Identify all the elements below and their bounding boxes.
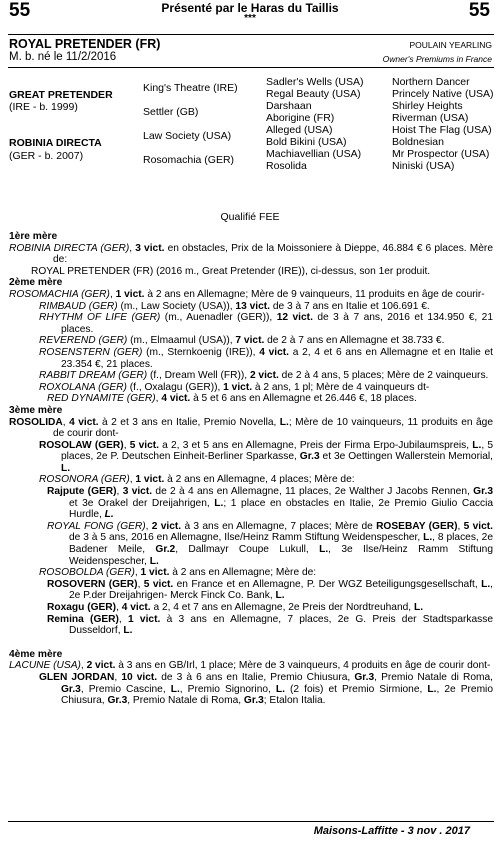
wins: 4 vict. — [259, 346, 289, 358]
horse-link: ROSOBOLDA (GER) — [39, 567, 135, 579]
stars-marker: *** — [244, 13, 256, 24]
produce-entry — [9, 393, 493, 405]
record-text: à 3 ans en GB/Irl, 1 place; Mère de 3 vainqueurs, 4 produits en âge de courir dont- — [115, 660, 491, 672]
gen2-4: Rosomachia (GER) — [143, 154, 235, 166]
listed: L. — [472, 439, 482, 451]
record-text: , Dallmayr Coupe Lukull, — [175, 544, 320, 556]
wins: 2 vict. — [249, 370, 279, 382]
lot-number-right: 55 — [468, 0, 490, 21]
wins: 3 vict. — [135, 242, 165, 254]
produce-record — [9, 231, 493, 707]
horse-link: RED DYNAMITE (GER) — [47, 393, 156, 405]
record-text: de 3 à 6 ans en Italie, Premio Chiusura, — [157, 671, 355, 683]
wins: 3 vict. — [122, 486, 153, 498]
lot-number-left: 55 — [9, 0, 31, 21]
section-title-2: 2ème mère — [9, 277, 63, 289]
sep: , — [116, 602, 122, 613]
gen3-4: Aborigine (FR) — [266, 112, 335, 124]
sep: , — [62, 416, 70, 428]
horse-link: ROYAL FONG (GER) — [47, 520, 146, 532]
listed: L. — [279, 416, 289, 428]
wins: 4 vict. — [69, 416, 99, 428]
record-text: (m., Law Society (USA)), — [117, 300, 236, 312]
first-dam-record — [9, 243, 493, 266]
sep: , — [145, 520, 152, 532]
produce-entry — [9, 614, 493, 637]
listed: L. — [214, 497, 224, 509]
group: Gr.3 — [354, 671, 375, 683]
record-text: en France et en Allemagne, P. Der WGZ Beteiligungsgesellschaft, — [173, 578, 482, 590]
bottom-rule — [8, 821, 494, 822]
produce-entry: ROYAL PRETENDER (FR) (2016 m., Great Pretender (IRE)), ci-dessus, son 1er produit. — [31, 265, 431, 277]
record-text: de 2 à 4 ans, 5 places; Mère de 2 vainqueurs. — [278, 370, 489, 382]
listed: L. — [123, 625, 133, 637]
group: Gr.3 — [473, 486, 493, 498]
record-text: (2 fois) et Premio Sirmione, — [284, 683, 428, 695]
horse-link: ROSENSTERN (GER) — [39, 346, 143, 358]
wins: 1 vict. — [140, 567, 170, 579]
pedigree-top-rule — [8, 67, 494, 68]
record-text: à 2 ans en Allemagne; Mère de 9 vainqueurs, 11 produits en âge de courir- — [144, 288, 485, 300]
horse-link: ROSONORA (GER) — [39, 474, 130, 486]
record-text: (m., Auenadler (GER)), — [160, 312, 277, 324]
record-text: à 3 ans en Allemagne, 7 places, 2e G. Preis der Stadtsparkasse Dusseldorf, — [69, 613, 493, 637]
gen4-1: Northern Dancer — [392, 76, 470, 88]
listed: L. — [481, 578, 491, 590]
record-text: , Premio Cascine, — [80, 683, 171, 695]
dam-name: ROSOLIDA — [9, 416, 63, 428]
produce-entry — [9, 672, 493, 707]
produce-entry — [9, 382, 493, 394]
horse-link: REVEREND (GER) — [39, 335, 128, 347]
horse-link: RABBIT DREAM (GER) — [39, 370, 148, 382]
gen3-6: Bold Bikini (USA) — [266, 136, 347, 148]
wins: 5 vict. — [143, 578, 174, 590]
horse-link: ROSEBAY (GER) — [376, 520, 458, 532]
listed: L. — [149, 555, 159, 567]
sep: , — [118, 613, 129, 625]
horse-link: ROXOLANA (GER) — [39, 381, 127, 393]
group: Gr.3 — [61, 683, 81, 695]
produce-entry — [9, 301, 493, 313]
premium-note: Owner's Premiums in France — [382, 54, 492, 64]
listed: L. — [427, 683, 437, 695]
record-text: à 2 ans en Allemagne; Mère de: — [169, 567, 317, 579]
record-text: , 2e P.der Dreijahrigen- Merck Finck Co. Bank, — [69, 578, 493, 602]
horse-link: Rajpute (GER) — [47, 486, 117, 498]
horse-link: Remina (GER) — [47, 613, 119, 625]
group: Gr.3 — [243, 695, 264, 707]
sep: , — [116, 486, 123, 498]
wins: 7 vict. — [235, 335, 265, 347]
produce-entry — [9, 567, 493, 579]
section-title-3: 3ème mère — [9, 404, 63, 416]
record-text: de 3 à 5 ans, 2016 en Allemagne, Ilse/Heinz Ramm Stiftung Weidenspescher, — [69, 532, 424, 544]
record-text: (m., Elmaamul (USA)), — [127, 335, 236, 347]
horse-link: GLEN JORDAN — [39, 671, 115, 683]
record-text: à 3 ans en Allemagne, 7 places; Mère de — [181, 520, 377, 532]
sep: , — [137, 578, 144, 590]
produce-entry — [9, 579, 493, 602]
listed: L. — [275, 683, 285, 695]
sep: , — [109, 288, 116, 300]
section-title-1: 1ère mère — [9, 231, 58, 242]
gen2-3: Law Society (USA) — [143, 130, 232, 142]
record-text: , 2e Premio Chiusura, — [61, 683, 493, 707]
listed: L. — [104, 509, 114, 521]
record-text: à 2 ans en Allemagne, 4 places; Mère de: — [164, 474, 355, 486]
produce-entry — [9, 312, 493, 335]
horse-category: POULAIN YEARLING — [409, 40, 492, 50]
gen4-3: Shirley Heights — [392, 100, 463, 112]
record-text: , 5 places, 2e P. Deutschen Einheit-Berliner Sparkasse, — [61, 439, 493, 463]
record-text: de 3 à 7 ans, 2016 et 134.950 €, 21 places. — [61, 312, 493, 335]
horse-link: RHYTHM OF LIFE (GER) — [39, 312, 161, 324]
produce-entry — [9, 370, 493, 382]
wins: 13 vict. — [235, 300, 270, 312]
record-text: a 2, 4 et 6 ans en Allemagne et en Italie et 23.354 €, 21 places. — [61, 346, 493, 370]
consignor-title: Présenté par le Haras du Taillis — [161, 1, 339, 15]
produce-entry — [9, 486, 493, 521]
sep: , — [134, 567, 141, 579]
gen3-5: Alleged (USA) — [266, 124, 333, 136]
gen4-2: Princely Native (USA) — [392, 88, 494, 100]
second-dam-record — [9, 289, 493, 301]
sale-footer: Maisons-Laffitte - 3 nov . 2017 — [313, 825, 470, 837]
fourth-dam-record — [9, 660, 493, 672]
record-text: ; Etalon Italia. — [263, 695, 326, 707]
listed: L. — [275, 590, 285, 602]
record-text: (f., Dream Well (FR)), — [147, 370, 250, 382]
wins: 10 vict. — [121, 671, 158, 683]
third-dam-record — [9, 417, 493, 440]
horse-description: M. b. né le 11/2/2016 — [9, 51, 117, 63]
sep: , — [129, 474, 136, 486]
record-text: , Premio Natale di Roma, — [127, 695, 244, 707]
record-text: à 2 ans, 1 pl; Mère de 4 vainqueurs dt- — [252, 381, 430, 393]
produce-entry — [9, 335, 493, 347]
listed: L. — [61, 462, 71, 474]
record-text: et 3e Oettingen Wallerstein Memorial, — [319, 451, 493, 463]
horse-link: ROSOVERN (GER) — [47, 578, 138, 590]
gen4-5: Hoist The Flag (USA) — [392, 124, 492, 136]
gen4-7: Mr Prospector (USA) — [392, 148, 490, 160]
horse-name: ROYAL PRETENDER (FR) — [9, 37, 161, 51]
record-text: à 5 et 6 ans en Allemagne et 26.446 €, 18 places. — [190, 393, 417, 405]
group: Gr.2 — [155, 544, 176, 556]
horse-link: RIMBAUD (GER) — [39, 300, 118, 312]
gen3-3: Darshaan — [266, 100, 312, 112]
sep: , — [129, 242, 136, 254]
produce-entry — [9, 602, 493, 614]
produce-entry — [9, 347, 493, 370]
record-text: à 2 et 3 ans en Italie, Premio Novella, — [98, 416, 280, 428]
wins: 1 vict. — [128, 613, 161, 625]
wins: 2 vict. — [151, 520, 182, 532]
produce-entry — [9, 521, 493, 567]
record-text: de 2 à 7 ans en Allemagne et 38.733 €. — [264, 335, 445, 347]
record-text: de 2 à 4 ans en Allemagne, 11 places, 2e Walther J Jacobs Rennen, — [152, 486, 474, 498]
sep: , — [457, 520, 464, 532]
horse-link: ROSOLAW (GER) — [39, 439, 124, 451]
wins: 5 vict. — [463, 520, 493, 532]
gen4-6: Boldnesian — [392, 136, 444, 148]
sep: , — [123, 439, 130, 451]
wins: 2 vict. — [86, 660, 116, 672]
wins: 4 vict. — [121, 602, 151, 613]
gen3-2: Regal Beauty (USA) — [266, 88, 361, 100]
record-text: , 3e Ilse/Heinz Ramm Stiftung Weidenspescher, — [69, 544, 493, 567]
record-text: ; 1 place en obstacles en Italie, 2e Premio Giulio Caccia Hurdle, — [69, 497, 493, 521]
wins: 1 vict. — [135, 474, 165, 486]
sep: , — [155, 393, 162, 405]
record-text: en obstacles, Prix de la Moissoniere à Dieppe, 46.884 € 6 places. Mère de: — [53, 242, 493, 266]
sire-info: (IRE - b. 1999) — [9, 101, 78, 113]
sep: , — [80, 660, 87, 672]
record-text: , Premio Natale di Roma, — [374, 671, 493, 683]
listed: L. — [423, 532, 433, 544]
gen2-1: King's Theatre (IRE) — [143, 82, 238, 94]
horse-link: Roxagu (GER) — [47, 602, 117, 613]
top-rule — [8, 34, 494, 35]
gen2-2: Settler (GB) — [143, 106, 199, 118]
qualification: Qualifié FEE — [220, 211, 280, 223]
section-title-4: 4ème mère — [9, 648, 63, 660]
record-text: (f., Oxalagu (GER)), — [126, 381, 224, 393]
gen4-4: Riverman (USA) — [392, 112, 469, 124]
dam-name: ROBINIA DIRECTA (GER) — [9, 242, 130, 254]
wins: 5 vict. — [129, 439, 159, 451]
gen3-8: Rosolida — [266, 160, 307, 172]
sep: , — [114, 671, 122, 683]
record-text: a 2, 4 et 7 ans en Allemagne, 2e Preis der Nordtreuhand, — [150, 602, 414, 613]
record-text: , 8 places, 2e Badener Meile, — [69, 532, 493, 556]
gen4-8: Niniski (USA) — [392, 160, 455, 172]
record-text: de 3 à 7 ans en Italie et 106.691 €. — [269, 300, 430, 312]
dam-name: ROSOMACHIA (GER) — [9, 288, 110, 300]
group: Gr.3 — [299, 451, 320, 463]
record-text: (m., Sternkoenig (IRE)), — [142, 346, 260, 358]
listed: L. — [170, 683, 180, 695]
produce-entry — [9, 474, 493, 486]
sire-name: GREAT PRETENDER — [9, 89, 113, 101]
group: Gr.3 — [107, 695, 128, 707]
gen3-7: Machiavellian (USA) — [266, 148, 362, 160]
listed: L. — [319, 544, 329, 556]
produce-entry — [9, 440, 493, 475]
record-text: ; Mère de 10 vainqueurs, 11 produits en âge de courir dont- — [53, 416, 493, 440]
wins: 12 vict. — [276, 312, 313, 324]
dam-name: ROBINIA DIRECTA — [9, 137, 102, 149]
wins: 1 vict. — [223, 381, 253, 393]
wins: 4 vict. — [161, 393, 191, 405]
record-text: , Premio Signorino, — [179, 683, 276, 695]
record-text: et 3e Orakel der Dreijahrigen, — [69, 497, 215, 509]
wins: 1 vict. — [115, 288, 145, 300]
dam-name: LACUNE (USA) — [9, 660, 81, 672]
listed: L. — [413, 602, 424, 613]
dam-info: (GER - b. 2007) — [9, 150, 84, 162]
gen3-1: Sadler's Wells (USA) — [266, 76, 364, 88]
record-text: a 2, 3 et 5 ans en Allemagne, Preis der Firma Erpo-Jubilaumspreis, — [158, 439, 473, 451]
